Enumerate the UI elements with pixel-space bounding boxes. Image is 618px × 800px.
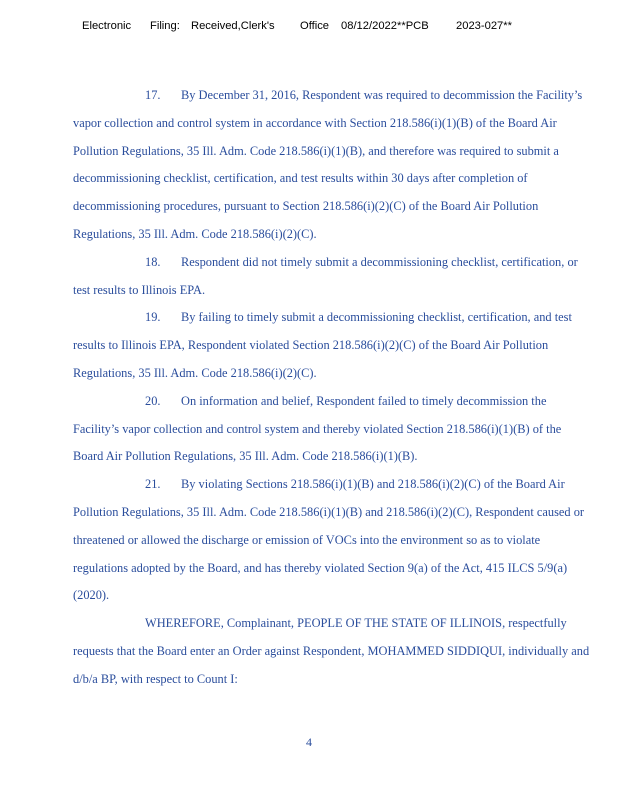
paragraph-text: By December 31, 2016, Respondent was required to decommission the Facility’s vapor collection and control system in accordance with Section 218.586(i)(1)(B) of the Board Air Pollution Regulations, 35 Ill. Adm. Code 218.586(i)(1)(B), and therefore was required to submit a decommissioning checklist, certification, and test results within 30 days after completion of decommissioning procedures, pursuant to Section 218.586(i)(2)(C) of the Board Air Pollution Regulations, 35 Ill. Adm. Code 218.586(i)(2)(C). [73, 88, 583, 241]
header-received: Received,Clerk's [191, 20, 275, 32]
paragraph-text: By violating Sections 218.586(i)(1)(B) and 218.586(i)(2)(C) of the Board Air Pollution Regulations, 35 Ill. Adm. Code 218.586(i)(1)(B) and 218.586(i)(2)(C), Respondent caused or threatened or allowed the discharge or emission of VOCs into the environment so as to violate regulations adopted by the Board, and has thereby violated Section 9(a) of the Act, 415 ILCS 5/9(a) (2020). [73, 477, 585, 603]
paragraph-text: By failing to timely submit a decommissioning checklist, certification, and test results to Illinois EPA, Respondent violated Section 218.586(i)(2)(C) of the Board Air Pollution Regulations, 35 Ill. Adm. Code 218.586(i)(2)(C). [73, 310, 572, 380]
wherefore-clause: WHEREFORE, Complainant, PEOPLE OF THE STATE OF ILLINOIS, respectfully requests that the Board enter an Order against Respondent, MOHAMMED SIDDIQUI, individually and d/b/a BP, with respect to Count I: [73, 616, 590, 686]
paragraph-text: On information and belief, Respondent failed to timely decommission the Facility’s vapor collection and control system and thereby violated Section 218.586(i)(1)(B) of the Board Air Pollution Regulations, 35 Ill. Adm. Code 218.586(i)(1)(B). [73, 393, 562, 464]
paragraph-number: 18. [145, 254, 161, 269]
paragraph-number: 21. [145, 477, 161, 492]
header-office: Office [300, 20, 330, 32]
paragraph-number: 17. [145, 88, 161, 102]
paragraph-number: 20. [145, 393, 161, 408]
document-body [73, 82, 593, 694]
paragraph-17 [73, 82, 593, 249]
paragraph-text: Respondent did not timely submit a decommissioning checklist, certification, or test results to Illinois EPA. [73, 254, 578, 297]
header-filing: Filing: [150, 20, 180, 32]
paragraph-20 [73, 388, 593, 471]
filing-stamp-header [0, 20, 618, 36]
header-electronic: Electronic [82, 20, 132, 32]
header-date: 08/12/2022**PCB [341, 20, 429, 32]
paragraph-18 [73, 249, 593, 305]
page-number: 4 [306, 735, 312, 749]
header-case-number: 2023-027** [456, 20, 512, 32]
paragraph-number: 19. [145, 310, 161, 325]
paragraph-21 [73, 471, 593, 610]
paragraph-19 [73, 304, 593, 387]
